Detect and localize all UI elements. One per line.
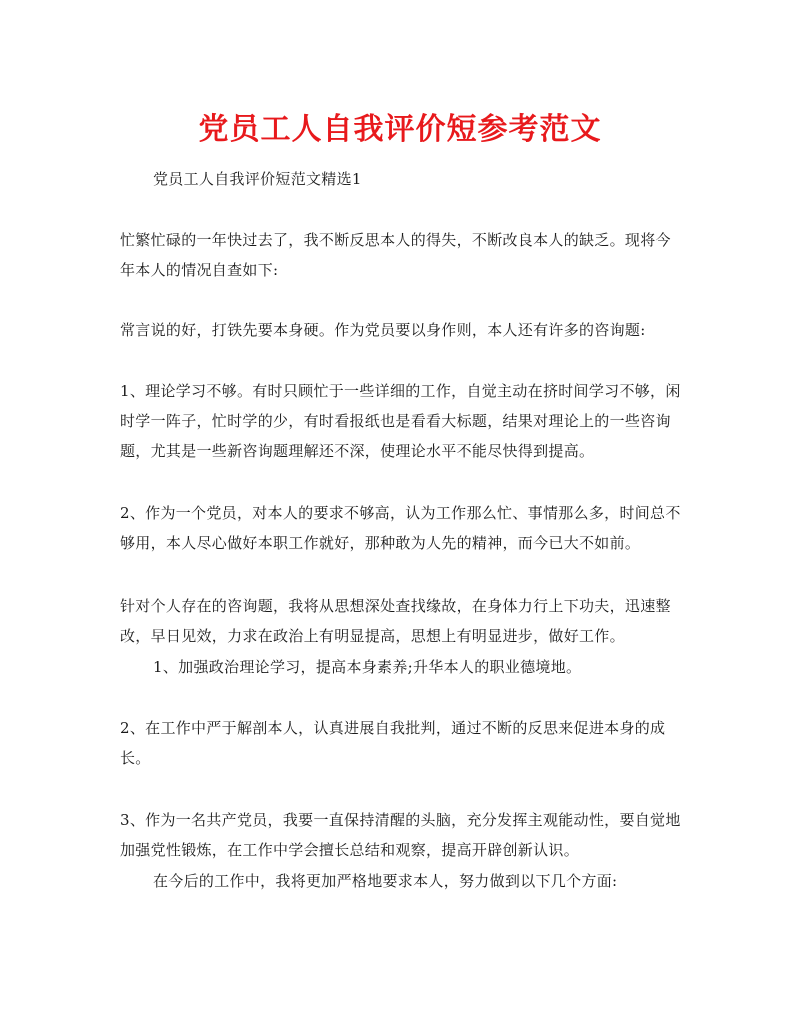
paragraph-problems-lead: 常言说的好，打铁先要本身硬。作为党员要以身作则，本人还有许多的咨询题:: [120, 321, 646, 339]
paragraph-remedy-1: 1、加强政治理论学习，提高本身素养;升华本人的职业德境地。: [153, 658, 582, 676]
paragraph-intro: 忙繁忙碌的一年快过去了，我不断反思本人的得失，不断改良本人的缺乏。现将今年本人的情况自查如下:: [120, 231, 671, 279]
paragraph-remedy-2: 2、在工作中严于解剖本人，认真进展自我批判，通过不断的反思来促进本身的成长。: [120, 719, 666, 767]
paragraph-problem-2: 2、作为一个党员，对本人的要求不够高，认为工作那么忙、事情那么多，时间总不够用，本人尽心做好本职工作就好，那种敢为人先的精神，而今已大不如前。: [120, 504, 681, 552]
paragraph-remedy-3: 3、作为一名共产党员，我要一直保持清醒的头脑，充分发挥主观能动性，要自觉地加强党性锻炼，在工作中学会擅长总结和观察，提高开辟创新认识。: [120, 811, 681, 859]
paragraph-problem-1: 1、理论学习不够。有时只顾忙于一些详细的工作，自觉主动在挤时间学习不够，闲时学一阵子，忙时学的少，有时看报纸也是看看大标题，结果对理论上的一些咨询题，尤其是一些新咨询题理解还不深，使理论水平不能尽快得到提高。: [120, 382, 681, 460]
paragraph-outlook: 在今后的工作中，我将更加严格地要求本人，努力做到以下几个方面:: [153, 872, 618, 890]
paragraph-remedy-lead: 针对个人存在的咨询题，我将从思想深处查找缘故，在身体力行上下功夫，迅速整改，早日见效，力求在政治上有明显提高，思想上有明显进步，做好工作。: [120, 597, 671, 645]
document-subtitle: 党员工人自我评价短范文精选1: [153, 170, 362, 188]
document-title: 党员工人自我评价短参考范文: [198, 112, 602, 147]
